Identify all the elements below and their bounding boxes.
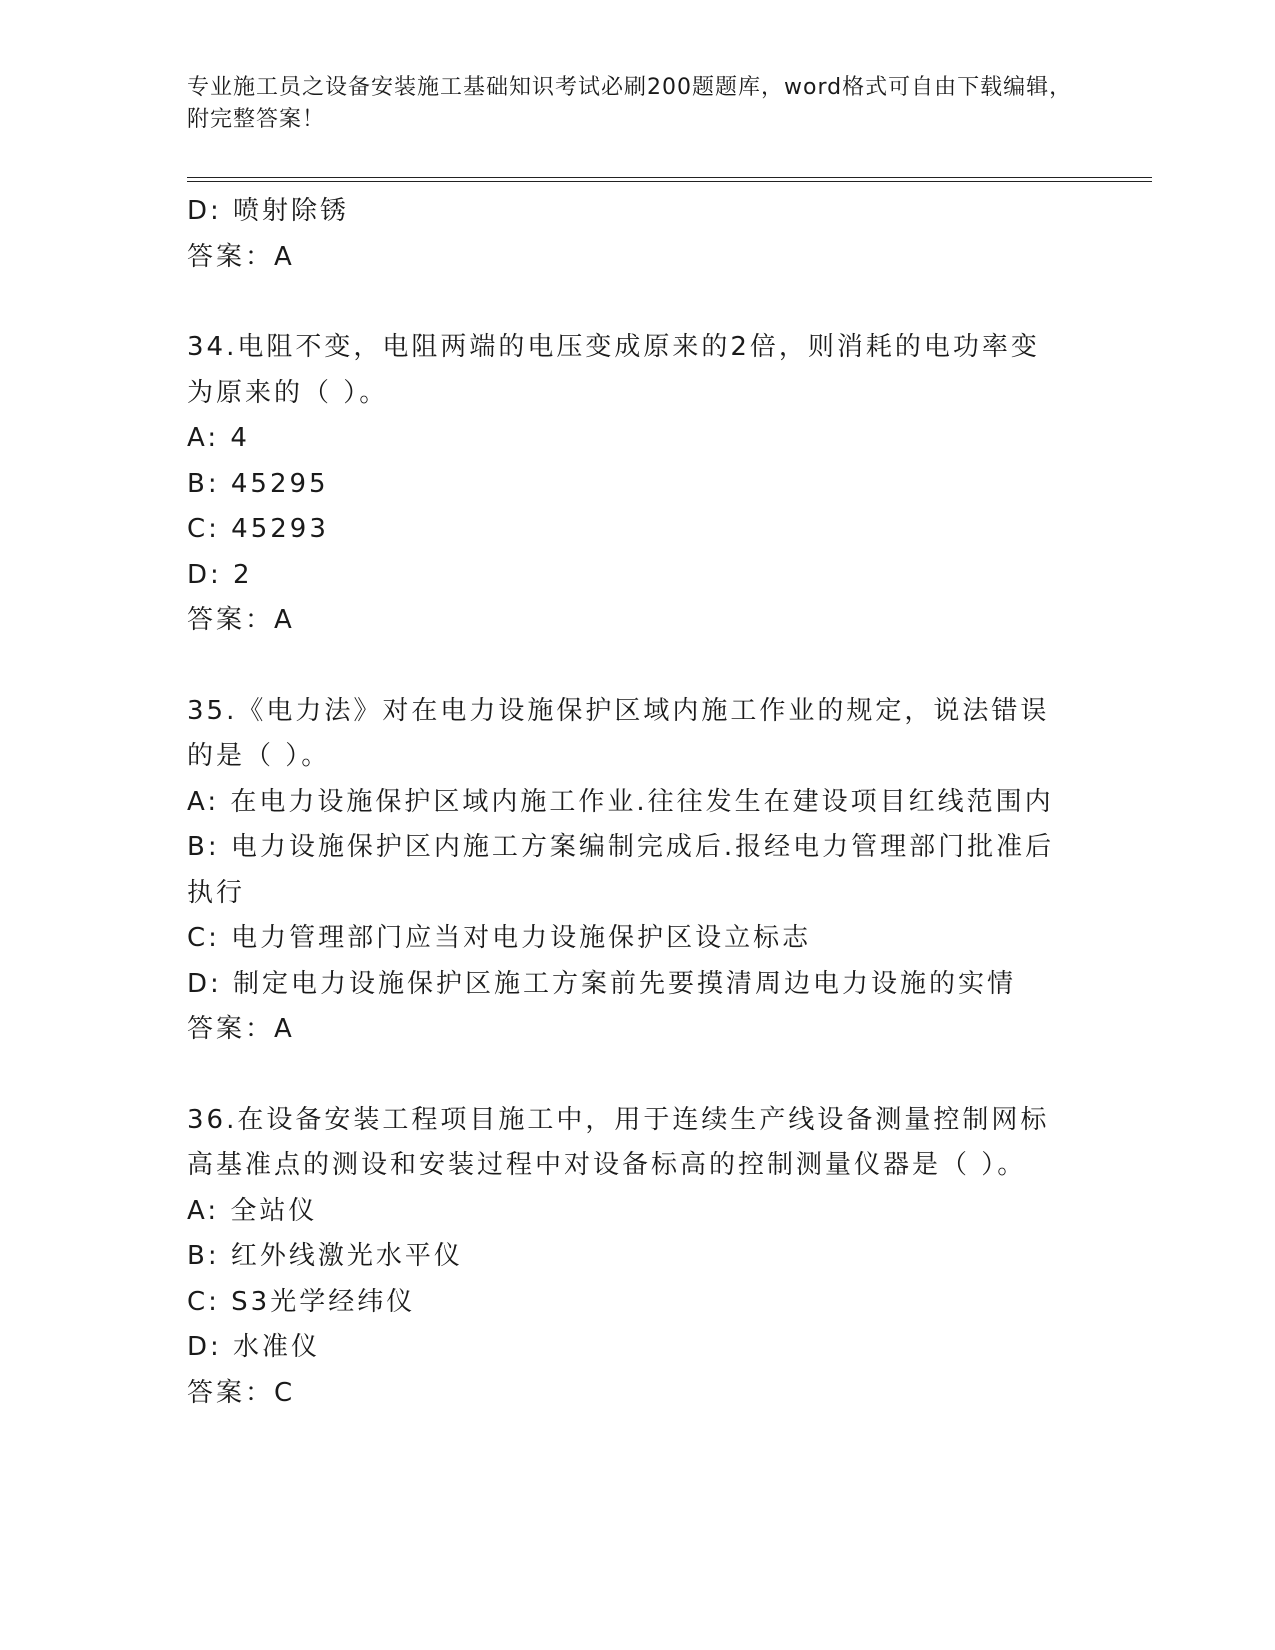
question-list bbox=[187, 189, 1067, 1416]
question-35 bbox=[187, 689, 1067, 1053]
option-b: B: 电力设施保护区内施工方案编制完成后.报经电力管理部门批准后执行 bbox=[187, 832, 1055, 908]
question-34 bbox=[187, 325, 1067, 644]
option-d: D: 喷射除锈 bbox=[187, 196, 350, 226]
answer-line: 答案：A bbox=[187, 241, 295, 272]
answer-line: 答案：A bbox=[187, 605, 295, 635]
option-d: D: 2 bbox=[187, 559, 253, 590]
question-stem: 34.电阻不变，电阻两端的电压变成原来的2倍，则消耗的电功率变为原来的（ ）。 bbox=[187, 332, 1040, 408]
answer-line: 答案：A bbox=[187, 1014, 295, 1044]
option-a: A: 在电力设施保护区域内施工作业.往往发生在建设项目红线范围内 bbox=[187, 786, 1054, 817]
answer-line: 答案：C bbox=[187, 1377, 296, 1408]
option-b: B: 45295 bbox=[187, 468, 329, 499]
question-stem: 36.在设备安装工程项目施工中，用于连续生产线设备测量控制网标高基准点的测设和安装过程中对设备标高的控制测量仪器是（ ）。 bbox=[187, 1104, 1050, 1180]
spacer bbox=[187, 644, 1067, 689]
option-a: A: 全站仪 bbox=[187, 1195, 318, 1226]
option-d: D: 制定电力设施保护区施工方案前先要摸清周边电力设施的实情 bbox=[187, 968, 1017, 999]
question-33-tail bbox=[187, 189, 1067, 280]
header-divider-top bbox=[187, 177, 1152, 178]
header-divider-bottom bbox=[187, 181, 1152, 182]
option-c: C: 45293 bbox=[187, 514, 329, 544]
option-b: B: 红外线激光水平仪 bbox=[187, 1241, 463, 1271]
option-c: C: S3光学经纬仪 bbox=[187, 1286, 416, 1317]
spacer bbox=[187, 280, 1067, 325]
option-a: A: 4 bbox=[187, 423, 250, 453]
spacer bbox=[187, 1053, 1067, 1098]
question-36 bbox=[187, 1098, 1067, 1417]
question-stem: 35.《电力法》对在电力设施保护区域内施工作业的规定，说法错误的是（ ）。 bbox=[187, 695, 1050, 771]
document-header: 专业施工员之设备安装施工基础知识考试必刷200题题库，word格式可自由下载编辑，附完整答案！ bbox=[187, 75, 1073, 132]
option-c: C: 电力管理部门应当对电力设施保护区设立标志 bbox=[187, 923, 812, 953]
option-d: D: 水准仪 bbox=[187, 1332, 321, 1362]
